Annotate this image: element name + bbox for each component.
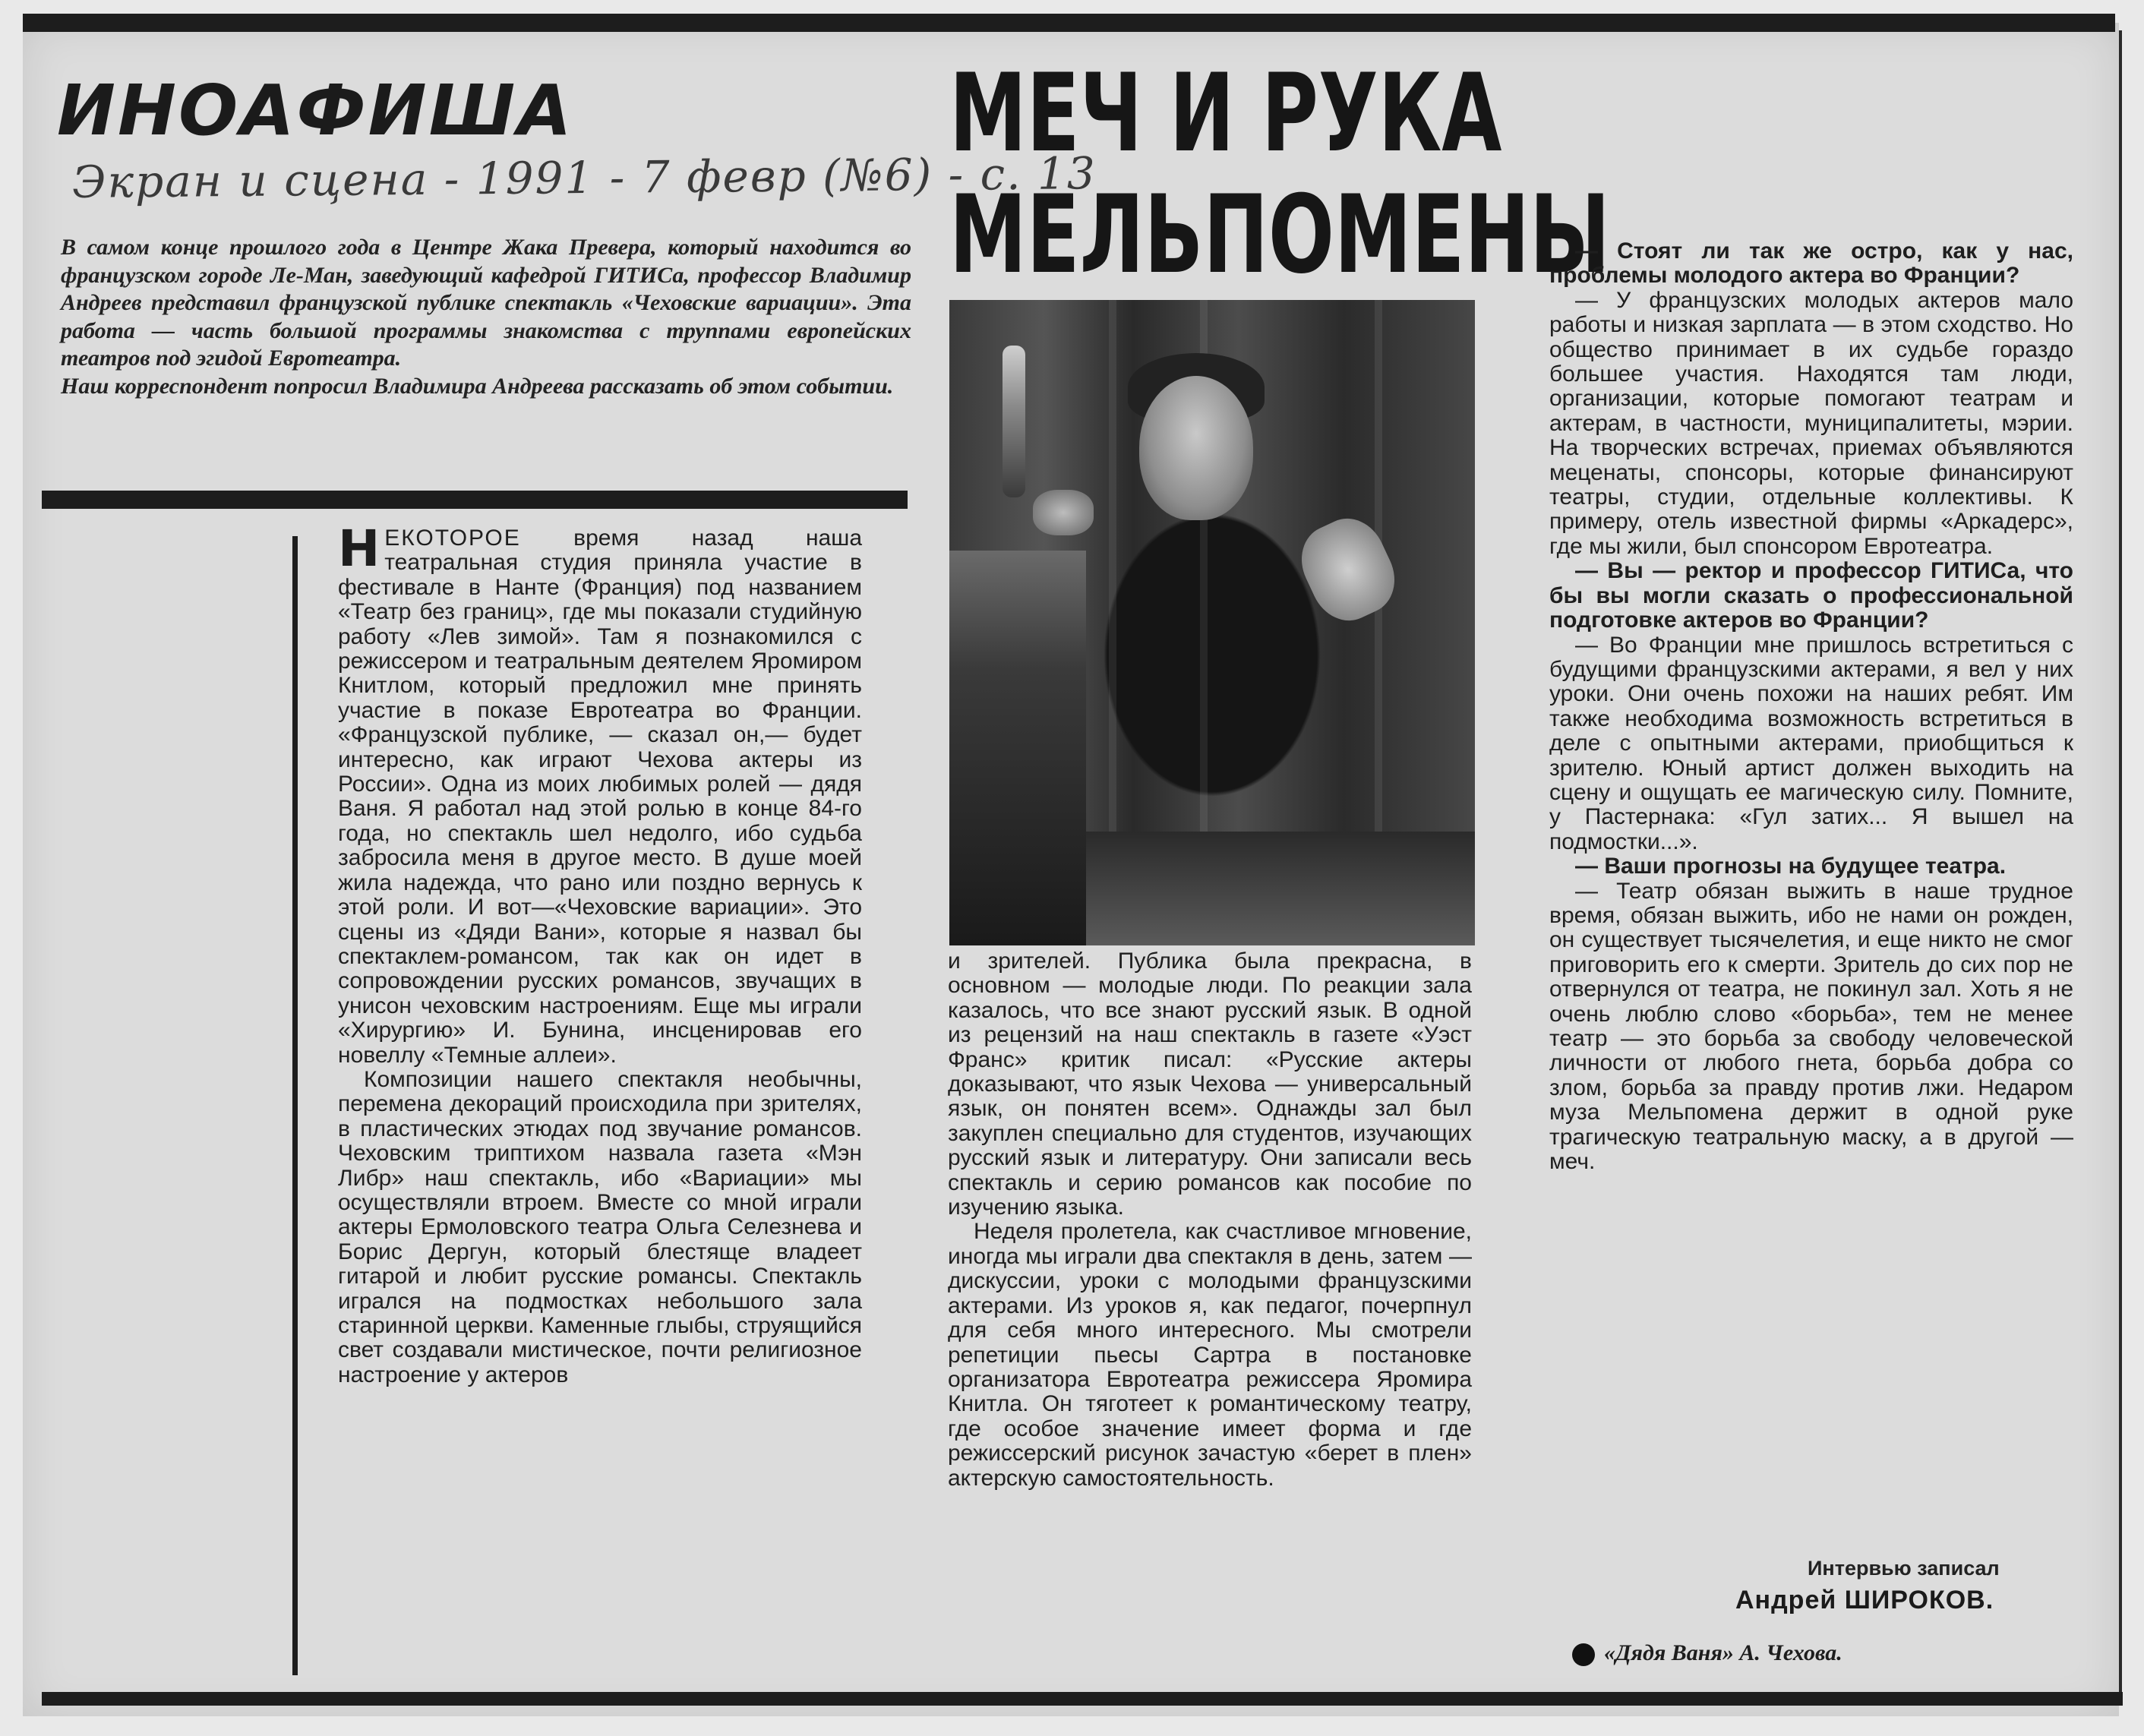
headline-line-2: МЕЛЬПОМЕНЫ (949, 172, 1610, 298)
column-divider (292, 536, 298, 1675)
lead-signoff: Наш корреспондент попросил Владимира Андреева рассказать об этом событии. (61, 373, 894, 399)
headline (949, 51, 1610, 298)
article-paragraph-3: и зрителей. Публика была прекрасна, в основном — молодые люди. По реакции зала казалось, что все знают русский язык. В одной из рецензий на наш спектакль в газете «Уэст Франс» критик писал: «Русские актеры доказывают, что язык Чехова — универсальный язык, он понятен всем». Однажды зал был закуплен специально для студентов, изучающих русский язык и литературу. Они записали весь спектакль и серию романсов как пособие по изучению языка. (948, 948, 1472, 1220)
paragraph-1-text: время назад наша театральная студия приняла участие в фестивале в Нанте (Франция) под названием «Театр без границ», где мы показали студийную работу «Лев зимой». Там я познакомился с режиссером и театральным деятелем Яромиром Книтлом, который предложил мне принять участие в показе Евротеатра во Франции. «Французской публике, — сказал он,— будет интересно, как играют Чехова актеры из России». Одна из моих любимых ролей — дядя Ваня. Я работал над этой ролью в конце 84-го года, но спектакль шел недолго, ибо судьба забросила меня в другое место. В душе моей жила надежда, что рано или поздно вернусь к этой роли. И вот—«Чеховские вариации». Это сцены из «Дяди Вани», которые я назвал бы спектаклем-романсом, так как он идет в сопровождении русских романсов, звучащих в унисон чеховским настроениям. Еще мы играли «Хирургию» И. Бунина, инсценировав его новеллу «Темные аллеи». (338, 526, 862, 1068)
lead-divider-rule (42, 491, 908, 509)
credit-name: Андрей ШИРОКОВ. (1735, 1586, 1994, 1614)
article-paragraph-4: Неделя пролетела, как счастливое мгновение, иногда мы играли два спектакля в день, затем — дискуссии, уроки с молодыми французскими актерами. Из уроков я, как педагог, почерпнул для себя много интересного. Мы смотрели репетиции пьесы Сартра в постановке организатора Евротеатра режиссера Яромира Книтла. Он тяготеет к романтическому театру, где особое значение имеет форма и где режиссерский рисунок зачастую «берет в плен» актерскую самостоятельность. (948, 1219, 1472, 1491)
right-border (2119, 30, 2122, 1693)
top-rule (23, 14, 2115, 32)
question-1: — Стоят ли так же остро, как у нас, проблемы молодого актера во Франции? (1549, 238, 2073, 289)
answer-2: — Во Франции мне пришлось встретиться с будущими французскими актерами, я вел у них уроки. Они очень похожи на наших ребят. Им также необходима возможность встретиться в деле с опытными актерами, приобщиться к зрителю. Юный артист должен выходить на сцену и ощущать ее магическую силу. Помните, у Пастернака: «Гул затих... Я вышел на подмостки...». (1549, 632, 2073, 854)
section-title: ИНОАФИША (57, 70, 574, 151)
lead-text: В самом конце прошлого года в Центре Жака Превера, который находится во французском городе Ле-Ман, заведующий кафедрой ГИТИСа, профессор Владимир Андреев представил французской публике спектакль «Чеховские вариации». Эта работа — часть большой программы знакомства с труппами европейских театров под эгидой Евротеатра. (61, 235, 911, 371)
photo-actor-right-hand (1290, 507, 1407, 632)
photo-caption (1572, 1640, 1842, 1666)
first-word: ЕКОТОРОЕ (384, 526, 521, 551)
article-paragraph-2: Композиции нашего спектакля необычны, перемена декораций происходила при зрителях, в пластических этюдах под звучание романсов. Чеховским триптихом назвала газета «Мэн Либр» наш спектакль, ибо «Вариации» мы осуществляли втроем. Вместе со мной играли актеры Ермоловского театра Ольга Селезнева и Борис Дергун, который блестяще владеет гитарой и любит русские романсы. Спектакль игрался на подмостках небольшого зала старинной церкви. Каменные глыбы, струящийся свет создавали мистическое, почти религиозное настроение у актеров (338, 1066, 862, 1387)
stage-photo (949, 300, 1475, 945)
photo-caption-text: «Дядя Ваня» А. Чехова. (1604, 1640, 1842, 1665)
photo-lamp (1003, 346, 1025, 497)
article-paragraph-1 (338, 519, 862, 1068)
article-column-2 (948, 949, 1472, 1491)
question-2: — Вы — ректор и профессор ГИТИСа, что бы вы могли сказать о профессиональной подготовке актеров во Франции? (1549, 558, 2073, 633)
question-3: — Ваши прогнозы на будущее театра. (1575, 854, 2007, 879)
bottom-rule (42, 1692, 2123, 1706)
answer-3: — Театр обязан выжить в наше трудное время, обязан выжить, ибо не нами он рожден, он существует тысячелетия, и еще никто не смог приговорить его к смерти. Зритель до сих пор не отвернулся от театра, не покинул зал. Хоть я не очень люблю слово «борьба», тем не менее театр — это борьба за свободу человеческой личности от любого гнета, борьба добра со злом, борьба за правду против лжи. Недаром муза Мельпомена держит в одной руке трагическую театральную маску, а в другой — меч. (1549, 878, 2073, 1175)
photo-table (949, 551, 1086, 945)
article-column-3 (1549, 239, 2073, 1174)
answer-1: — У французских молодых актеров мало работы и низкая зарплата — в этом сходство. Но общество принимает в их судьбе гораздо большее участия. Находятся там люди, организации, которые помогают театрам и актерам, в частности, муниципалитеты, мэрии. На творческих встречах, приемах объявляются меценаты, спонсоры, которые финансируют театры, студии, отдельные коллективы. К примеру, отель известной фирмы «Аркадерс», где мы жили, был спонсором Евротеатра. (1549, 287, 2073, 559)
lead-paragraph (61, 234, 911, 400)
handwritten-source-note: Экран и сцена - 1991 - 7 февр (№6) - с. 13 (71, 147, 1097, 208)
photo-actor-face (1139, 376, 1253, 520)
credit-label: Интервью записал (1808, 1557, 2000, 1580)
headline-line-1: МЕЧ И РУКА (949, 51, 1502, 176)
bullet-icon (1572, 1643, 1595, 1666)
photo-actor-left-hand (1033, 490, 1094, 535)
drop-cap: Н (338, 519, 380, 578)
article-column-1 (338, 519, 862, 1387)
